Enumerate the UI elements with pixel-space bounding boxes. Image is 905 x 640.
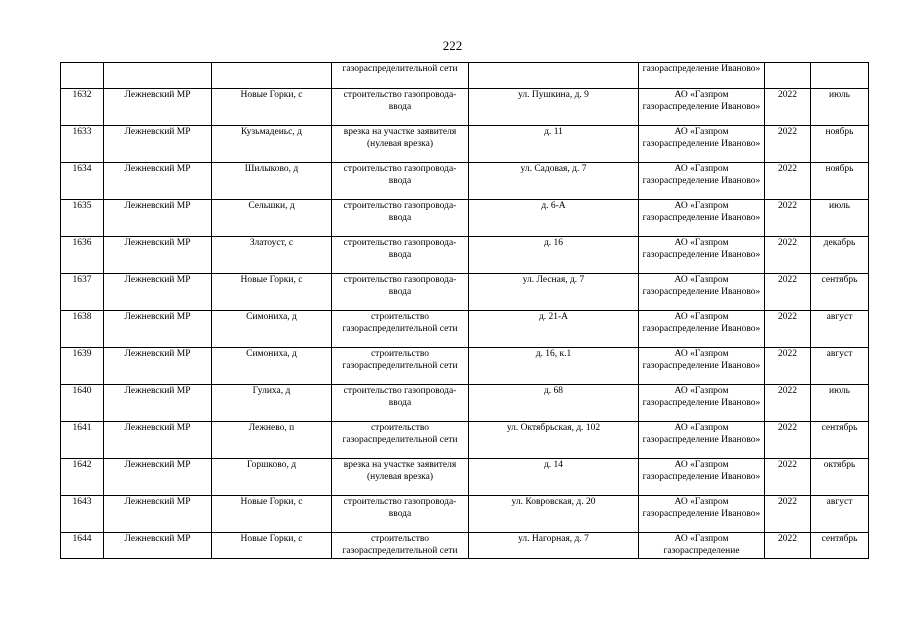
cell-work: строительство газопровода-ввода <box>332 274 469 311</box>
cell-month: сентябрь <box>811 274 869 311</box>
cell-year: 2022 <box>765 200 811 237</box>
cell-month: сентябрь <box>811 533 869 559</box>
cell-work: строительство газораспределительной сети <box>332 348 469 385</box>
cell-work: строительство газопровода-ввода <box>332 237 469 274</box>
cell-locality: Горшково, д <box>212 459 332 496</box>
cell-address: ул. Ковровская, д. 20 <box>469 496 639 533</box>
cell-month: декабрь <box>811 237 869 274</box>
table-row <box>61 163 869 200</box>
cell-address: ул. Садовая, д. 7 <box>469 163 639 200</box>
cell-month: август <box>811 311 869 348</box>
cell-district: Лежневский МР <box>104 533 212 559</box>
cell-work: строительство газопровода-ввода <box>332 200 469 237</box>
cell-district: Лежневский МР <box>104 126 212 163</box>
cell-year: 2022 <box>765 496 811 533</box>
cell-owner: АО «Газпром газораспределение Иваново» <box>639 422 765 459</box>
table-row <box>61 422 869 459</box>
cell-month: июль <box>811 89 869 126</box>
cell-work: строительство газопровода-ввода <box>332 496 469 533</box>
cell-district: Лежневский МР <box>104 459 212 496</box>
cell-locality: Сельшки, д <box>212 200 332 237</box>
cell-locality: Кузьмадеиьс, д <box>212 126 332 163</box>
table-row <box>61 459 869 496</box>
cell-month: июль <box>811 200 869 237</box>
cell-year: 2022 <box>765 422 811 459</box>
cell-owner: АО «Газпром газораспределение Иваново» <box>639 459 765 496</box>
cell-work: строительство газораспределительной сети <box>332 422 469 459</box>
cell-year: 2022 <box>765 533 811 559</box>
cell-address: д. 11 <box>469 126 639 163</box>
cell-district: Лежневский МР <box>104 311 212 348</box>
cell-month: ноябрь <box>811 163 869 200</box>
cell-locality: Шилыково, д <box>212 163 332 200</box>
table-row <box>61 274 869 311</box>
cell-address: ул. Лесная, д. 7 <box>469 274 639 311</box>
table-row <box>61 126 869 163</box>
cell-locality: Новые Горки, с <box>212 274 332 311</box>
cell-address: д. 68 <box>469 385 639 422</box>
cell-work: строительство газопровода-ввода <box>332 89 469 126</box>
cell-district: Лежневский МР <box>104 496 212 533</box>
cell-year: 2022 <box>765 385 811 422</box>
table-row <box>61 385 869 422</box>
cell-district: Лежневский МР <box>104 348 212 385</box>
cell-num: 1641 <box>61 422 104 459</box>
cell-num: 1644 <box>61 533 104 559</box>
cell-owner: АО «Газпром газораспределение Иваново» <box>639 496 765 533</box>
cell-locality: Симониха, д <box>212 348 332 385</box>
table-body <box>61 63 869 559</box>
cell-owner: АО «Газпром газораспределение Иваново» <box>639 385 765 422</box>
table-row-last <box>61 533 869 559</box>
cell-year: 2022 <box>765 126 811 163</box>
cell-year: 2022 <box>765 348 811 385</box>
cell-owner: АО «Газпром газораспределение <box>639 533 765 559</box>
cell-num: 1643 <box>61 496 104 533</box>
cell-owner: АО «Газпром газораспределение Иваново» <box>639 237 765 274</box>
cell-district: Лежневский МР <box>104 200 212 237</box>
cell-locality: Златоуст, с <box>212 237 332 274</box>
table-row <box>61 200 869 237</box>
table-row <box>61 237 869 274</box>
cell-num: 1637 <box>61 274 104 311</box>
cell-month: август <box>811 496 869 533</box>
cell-month: сентябрь <box>811 422 869 459</box>
cell-num: 1633 <box>61 126 104 163</box>
cell-month: август <box>811 348 869 385</box>
cell-owner: АО «Газпром газораспределение Иваново» <box>639 311 765 348</box>
cell-locality: Лежнево, п <box>212 422 332 459</box>
cell-month: июль <box>811 385 869 422</box>
cell-num: 1635 <box>61 200 104 237</box>
cell-address: ул. Пушкина, д. 9 <box>469 89 639 126</box>
cell-district: Лежневский МР <box>104 274 212 311</box>
cell-district: Лежневский МР <box>104 237 212 274</box>
table-row <box>61 311 869 348</box>
cell-year: 2022 <box>765 163 811 200</box>
cell-locality: Новые Горки, с <box>212 496 332 533</box>
cell-owner: АО «Газпром газораспределение Иваново» <box>639 163 765 200</box>
cell-owner: АО «Газпром газораспределение Иваново» <box>639 274 765 311</box>
cell-owner: газораспределение Иваново» <box>639 63 765 89</box>
cell-num: 1636 <box>61 237 104 274</box>
cell-month: ноябрь <box>811 126 869 163</box>
cell-address: д. 6-А <box>469 200 639 237</box>
cell-num: 1638 <box>61 311 104 348</box>
cell-address: ул. Октябрьская, д. 102 <box>469 422 639 459</box>
cell-num: 1640 <box>61 385 104 422</box>
cell-address: д. 16, к.1 <box>469 348 639 385</box>
cell-address: д. 16 <box>469 237 639 274</box>
cell-owner: АО «Газпром газораспределение Иваново» <box>639 348 765 385</box>
cell-num <box>61 63 104 89</box>
cell-district: Лежневский МР <box>104 89 212 126</box>
cell-month: октябрь <box>811 459 869 496</box>
cell-work: строительство газопровода-ввода <box>332 163 469 200</box>
table-row <box>61 89 869 126</box>
cell-year: 2022 <box>765 89 811 126</box>
cell-owner: АО «Газпром газораспределение Иваново» <box>639 89 765 126</box>
cell-address: ул. Нагорная, д. 7 <box>469 533 639 559</box>
cell-locality: Симониха, д <box>212 311 332 348</box>
cell-locality: Гулиха, д <box>212 385 332 422</box>
cell-locality: Новые Горки, с <box>212 533 332 559</box>
cell-address: д. 14 <box>469 459 639 496</box>
page-number: 222 <box>442 38 463 53</box>
cell-work: строительство газораспределительной сети <box>332 533 469 559</box>
cell-owner: АО «Газпром газораспределение Иваново» <box>639 200 765 237</box>
cell-num: 1632 <box>61 89 104 126</box>
cell-work: строительство газораспределительной сети <box>332 311 469 348</box>
cell-owner: АО «Газпром газораспределение Иваново» <box>639 126 765 163</box>
cell-work: врезка на участке заявителя (нулевая врезка) <box>332 459 469 496</box>
cell-district: Лежневский МР <box>104 163 212 200</box>
cell-locality <box>212 63 332 89</box>
cell-address: д. 21-А <box>469 311 639 348</box>
cell-year: 2022 <box>765 274 811 311</box>
cell-num: 1634 <box>61 163 104 200</box>
cell-year <box>765 63 811 89</box>
gasification-table <box>60 62 869 559</box>
cell-num: 1639 <box>61 348 104 385</box>
cell-district <box>104 63 212 89</box>
cell-district: Лежневский МР <box>104 385 212 422</box>
cell-district: Лежневский МР <box>104 422 212 459</box>
table-row-continuation <box>61 63 869 89</box>
cell-address <box>469 63 639 89</box>
cell-year: 2022 <box>765 459 811 496</box>
cell-year: 2022 <box>765 311 811 348</box>
cell-year: 2022 <box>765 237 811 274</box>
cell-num: 1642 <box>61 459 104 496</box>
table-row <box>61 348 869 385</box>
cell-work: врезка на участке заявителя (нулевая врезка) <box>332 126 469 163</box>
cell-month <box>811 63 869 89</box>
cell-locality: Новые Горки, с <box>212 89 332 126</box>
cell-work: строительство газопровода-ввода <box>332 385 469 422</box>
table-row <box>61 496 869 533</box>
cell-work: газораспределительной сети <box>332 63 469 89</box>
